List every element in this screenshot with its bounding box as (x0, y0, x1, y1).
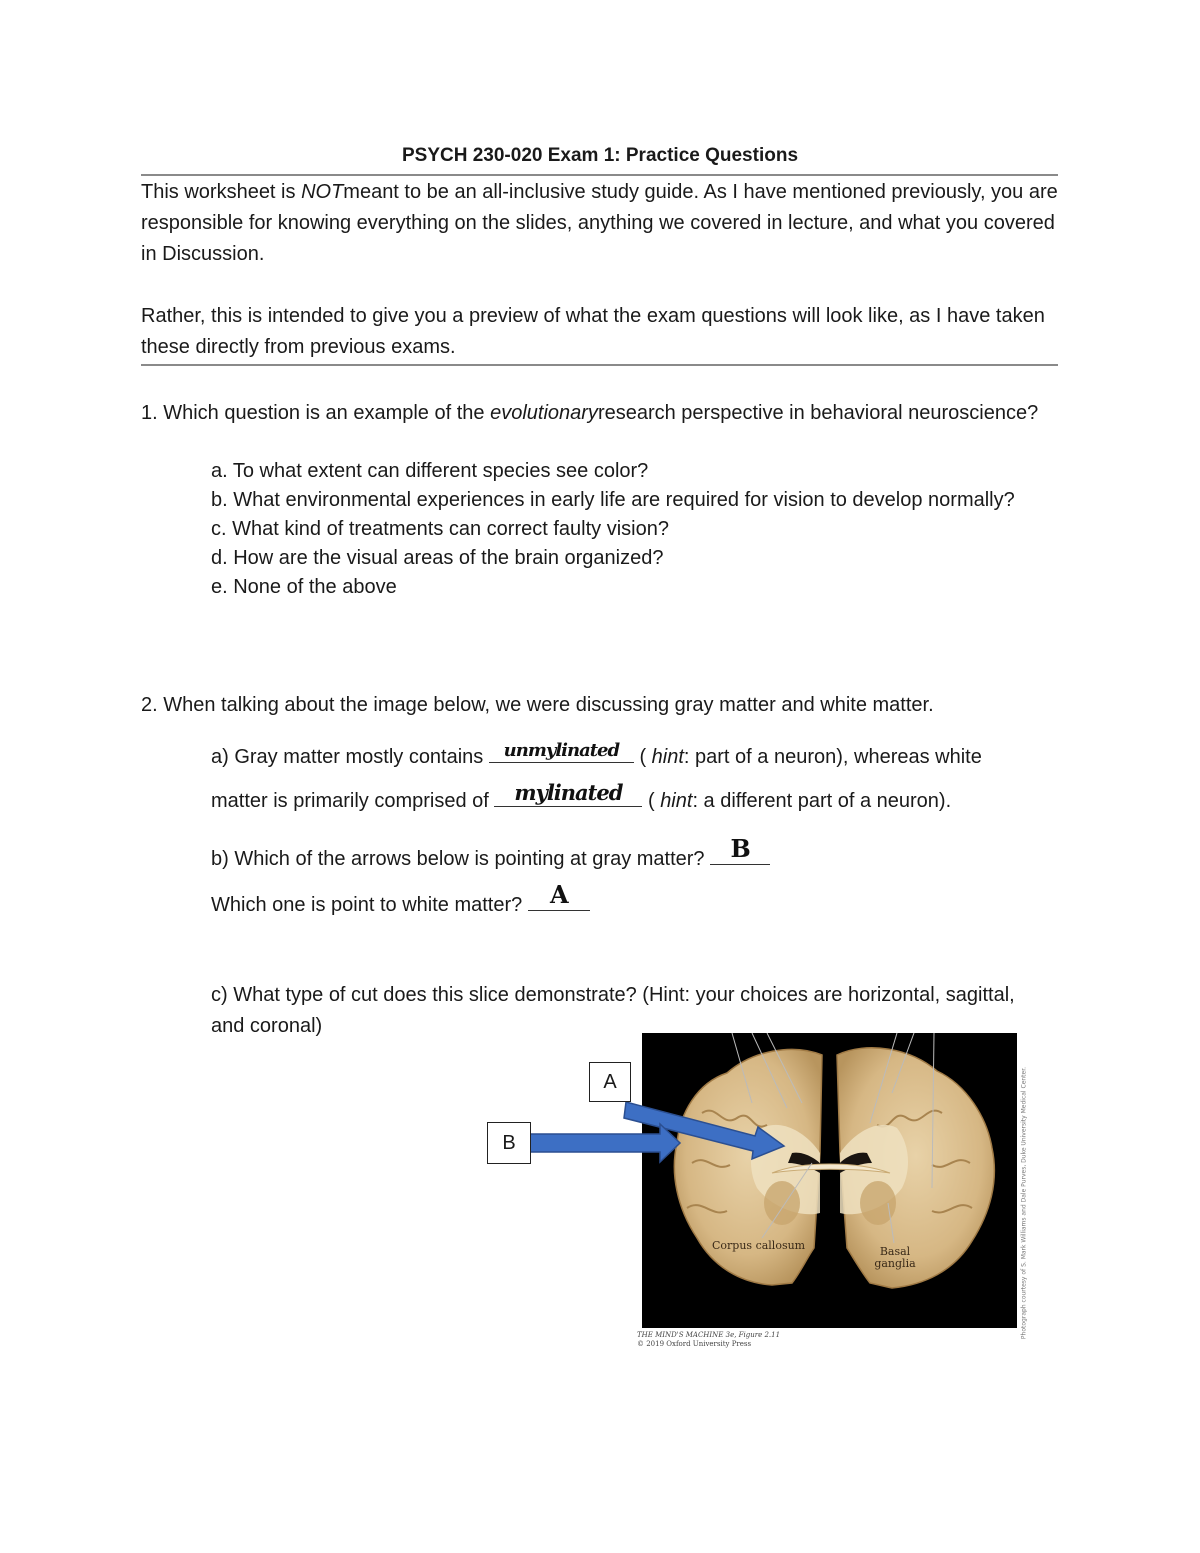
figure-credit-line-2: © 2019 Oxford University Press (637, 1340, 752, 1348)
label-b-text: B (502, 1131, 516, 1154)
corpus-callosum-label: Corpus callosum (712, 1239, 806, 1252)
photo-credit-vertical (1016, 1066, 1032, 1339)
q2a-line-2 (211, 780, 952, 813)
q2a-text: a) Gray matter mostly contains (211, 746, 489, 768)
q1-stem-rest: research perspective in behavioral neuroscience? (597, 402, 1039, 424)
figure-credit-line-1: THE MIND'S MACHINE 3e, Figure 2.11 (637, 1331, 781, 1339)
q2b-text: b) Which of the arrows below is pointing at gray matter? (211, 848, 711, 870)
option-e: e. None of the above (211, 576, 397, 598)
q2b-line-1 (211, 834, 770, 871)
hint-open-2: ( (647, 790, 661, 812)
label-box-b (487, 1122, 531, 1164)
intro-text: This worksheet is (141, 181, 302, 203)
hint-word-2: hint (660, 790, 693, 812)
brain-coronal-slice-image (642, 1033, 1017, 1328)
label-a-text: A (603, 1070, 617, 1093)
basal-ganglia-label: Basal ganglia (874, 1245, 916, 1270)
option-b: b. What environmental experiences in early life are required for vision to develop normally? (211, 489, 1015, 511)
question-1-options (211, 457, 1031, 602)
arrow-b (530, 1124, 680, 1162)
brain-illustration (642, 1033, 1017, 1328)
answer-blank-2 (494, 780, 642, 807)
answer-blank-3 (710, 834, 770, 865)
answer-blank-4 (528, 880, 590, 911)
figure-credit (637, 1331, 780, 1349)
intro-paragraph-2: Rather, this is intended to give you a preview of what the exam questions will look like, as I have taken these directly from previous exams. (141, 305, 1045, 358)
hint-open: ( (639, 746, 652, 768)
q1-stem-text: 1. Which question is an example of the (141, 402, 491, 424)
option-c: c. What kind of treatments can correct faulty vision? (211, 518, 669, 540)
q2c-text: c) What type of cut does this slice demonstrate? (Hint: your choices are horizontal, sagittal, and coronal) (211, 984, 1015, 1037)
hint-word: hint (651, 746, 684, 768)
photo-credit-text: Photograph courtesy of S. Mark Williams and Dale Purves, Duke University Medical Center. (1020, 1066, 1028, 1339)
handwritten-answer-2: mylinated (514, 780, 623, 805)
q2a-text-2: matter is primarily comprised of (211, 790, 495, 812)
option-a: a. To what extent can different species see color? (211, 460, 649, 482)
q1-stem-emphasis: evolutionary (490, 402, 598, 424)
option-d: d. How are the visual areas of the brain organized? (211, 547, 664, 569)
intro-text-rest: meant to be an all-inclusive study guide. As I have mentioned previously, you are responsible for knowing everything on the slides, anything we covered in lecture, and what you covered in Discussion. (141, 181, 1058, 265)
handwritten-answer-4: A (550, 880, 568, 909)
q2b-line-2 (211, 880, 590, 917)
hint-rest-2: : a different part of a neuron). (692, 790, 952, 812)
top-divider (141, 174, 1058, 176)
handwritten-answer-1: unmylinated (503, 740, 620, 761)
q2a-line-1 (211, 740, 982, 769)
label-box-a (589, 1062, 631, 1102)
intro-paragraph-1 (141, 177, 1071, 270)
answer-blank-1 (489, 740, 634, 763)
question-1-stem (141, 399, 1041, 428)
hint-rest: : part of a neuron), whereas white (683, 746, 982, 768)
q2b-text-2: Which one is point to white matter? (211, 894, 528, 916)
intro-emphasis: NOT (301, 181, 344, 203)
annotation-arrows (520, 1090, 790, 1170)
question-2-stem: 2. When talking about the image below, we were discussing gray matter and white matter. (141, 694, 934, 716)
handwritten-answer-3: B (730, 834, 750, 863)
page-title: PSYCH 230-020 Exam 1: Practice Questions (401, 145, 799, 166)
intro-divider (141, 364, 1058, 366)
